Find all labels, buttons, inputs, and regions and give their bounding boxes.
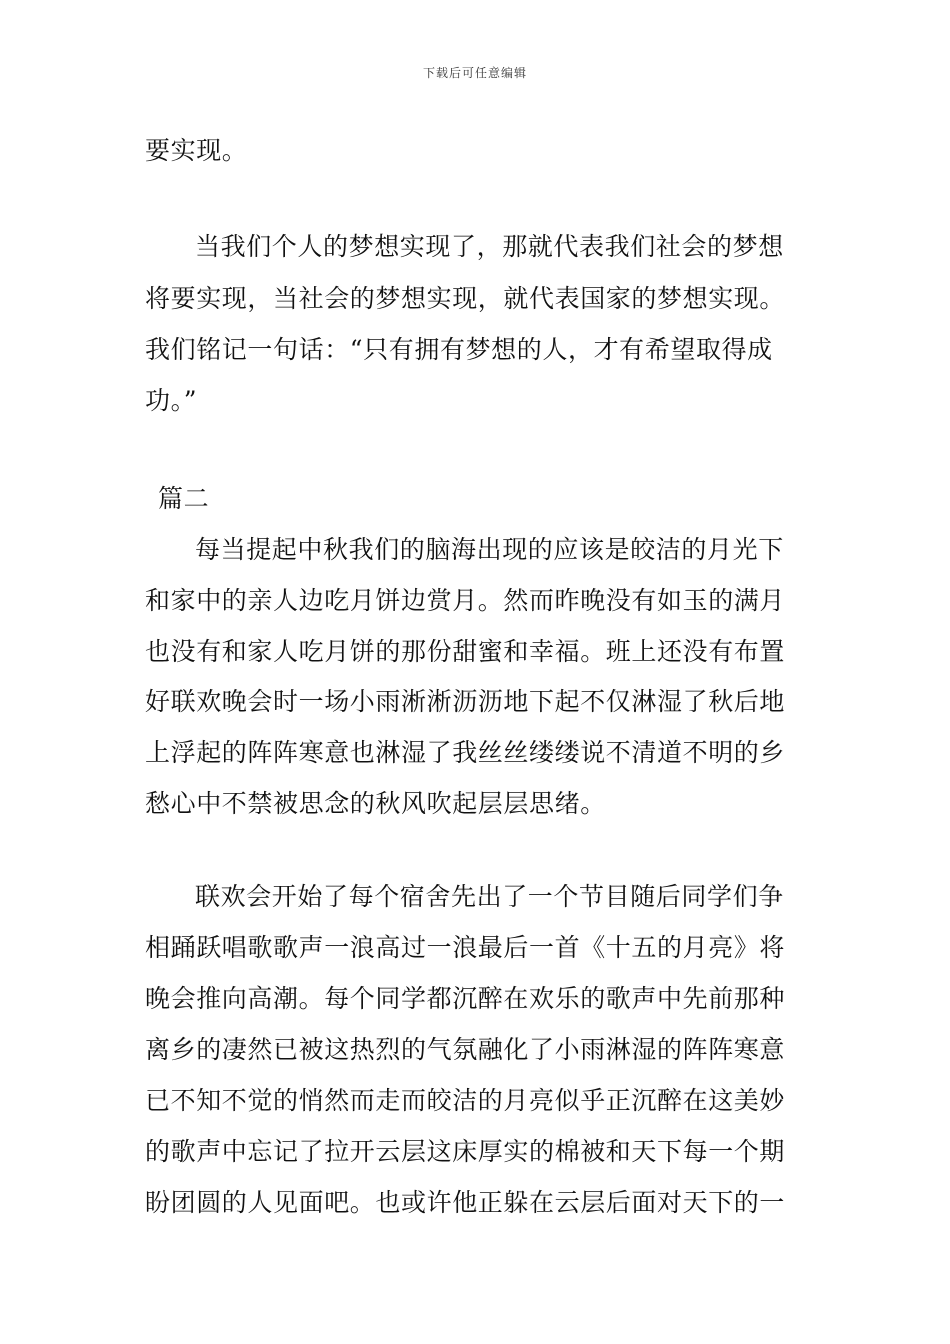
text-line: 的歌声中忘记了拉开云层这床厚实的棉被和天下每一个期	[145, 1137, 786, 1166]
text-line: 当我们个人的梦想实现了，那就代表我们社会的梦想	[195, 232, 784, 261]
text-line: 也没有和家人吃月饼的那份甜蜜和幸福。班上还没有布置	[145, 637, 786, 666]
text-line: 和家中的亲人边吃月饼边赏月。然而昨晚没有如玉的满月	[145, 586, 786, 615]
text-line: 要实现。	[145, 136, 248, 165]
text-line: 盼团圆的人见面吧。也或许他正躲在云层后面对天下的一	[145, 1188, 786, 1217]
text-line: 已不知不觉的悄然而走而皎洁的月亮似乎正沉醉在这美妙	[145, 1086, 786, 1115]
page-header: 下载后可任意编辑	[422, 66, 527, 80]
section-heading: 篇二	[158, 484, 210, 513]
text-line: 好联欢晚会时一场小雨淅淅沥沥地下起不仅淋湿了秋后地	[145, 687, 786, 716]
text-line: 联欢会开始了每个宿舍先出了一个节目随后同学们争	[195, 882, 784, 911]
text-line: 相踊跃唱歌歌声一浪高过一浪最后一首《十五的月亮》将	[145, 933, 786, 962]
text-line: 上浮起的阵阵寒意也淋湿了我丝丝缕缕说不清道不明的乡	[145, 738, 786, 767]
text-line: 愁心中不禁被思念的秋风吹起层层思绪。	[145, 789, 606, 818]
text-line: 我们铭记一句话：“只有拥有梦想的人，才有希望取得成	[145, 335, 773, 364]
text-line: 离乡的凄然已被这热烈的气氛融化了小雨淋湿的阵阵寒意	[145, 1035, 786, 1064]
text-line: 每当提起中秋我们的脑海出现的应该是皎洁的月光下	[195, 535, 784, 564]
text-line: 功。”	[145, 386, 198, 415]
text-line: 晚会推向高潮。每个同学都沉醉在欢乐的歌声中先前那种	[145, 984, 786, 1013]
text-line: 将要实现，当社会的梦想实现，就代表国家的梦想实现。	[145, 284, 786, 313]
